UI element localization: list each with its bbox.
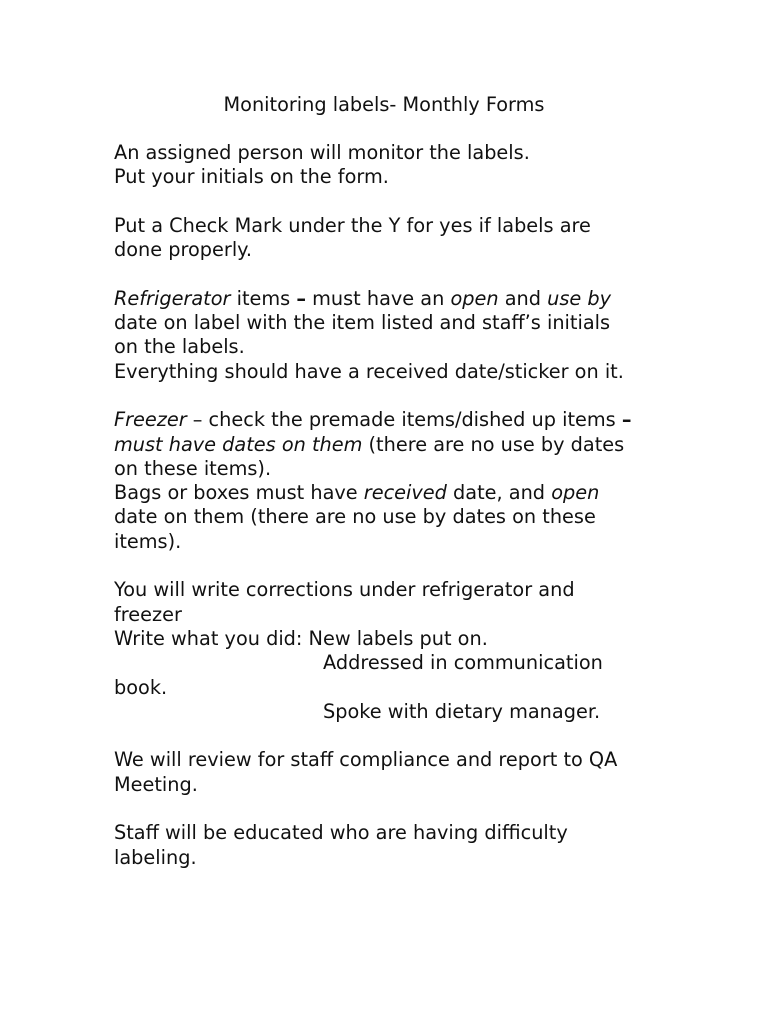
corrections-write-line [114,627,674,651]
document-body [114,141,674,870]
freezer-must-have-dates: must have dates on them [114,432,363,456]
freezer-line-2-rest: (there are no use by dates [362,432,625,456]
refrigerator-use-by: use by [547,286,612,310]
freezer-open: open [551,481,600,505]
check-mark-paragraph [114,214,674,263]
corrections-option-2: Addressed in communication [323,651,603,675]
refrigerator-term: Refrigerator [114,286,231,310]
freezer-line-5: date on them (there are no use by dates on these [114,505,596,529]
corrections-option-3: Spoke with dietary manager. [323,699,601,723]
freezer-line-2 [114,433,674,457]
intro-paragraph [114,141,674,190]
refrigerator-open: open [450,286,499,310]
freezer-bags-prefix: Bags or boxes must have [114,481,364,505]
refrigerator-and: and [498,286,548,310]
refrigerator-line-1 [114,287,674,311]
paragraph-spacer [114,262,674,286]
freezer-line-1 [114,408,674,432]
intro-line-2: Put your initials on the form. [114,165,389,189]
freezer-term: Freezer [114,408,187,432]
paragraph-spacer [114,797,674,821]
refrigerator-paragraph [114,287,674,384]
corrections-paragraph [114,578,674,724]
refrigerator-dash: – [296,286,306,310]
education-paragraph [114,821,674,870]
freezer-paragraph [114,408,674,554]
review-paragraph [114,748,674,797]
freezer-line-3: on these items). [114,456,272,480]
corrections-option-3-line [114,700,674,724]
freezer-received: received [363,481,447,505]
paragraph-spacer [114,554,674,578]
education-line-1: Staff will be educated who are having difficulty [114,821,568,845]
review-line-1: We will review for staff compliance and report to QA [114,748,618,772]
refrigerator-items-word: items [230,286,297,310]
check-mark-line-2: done properly. [114,238,252,262]
intro-line-1: An assigned person will monitor the labels. [114,141,530,164]
review-line-2: Meeting. [114,772,198,796]
corrections-option-1: New labels put on. [308,626,488,650]
refrigerator-must-have: must have an [305,286,451,310]
corrections-option-2-wrap: book. [114,675,168,699]
refrigerator-line-4: Everything should have a received date/sticker on it. [114,359,624,383]
paragraph-spacer [114,384,674,408]
corrections-line-2: freezer [114,602,182,626]
education-line-2: labeling. [114,845,197,869]
corrections-line-1: You will write corrections under refrigerator and [114,578,575,602]
freezer-line-1-rest: – check the premade items/dished up items [186,408,622,432]
refrigerator-line-2: date on label with the item listed and staff’s initials [114,311,611,335]
paragraph-spacer [114,724,674,748]
corrections-write-prefix: Write what you did: [114,626,309,650]
freezer-line-4 [114,481,674,505]
document-title: Monitoring labels- Monthly Forms [223,93,545,116]
corrections-option-2-line [114,651,674,675]
refrigerator-line-3: on the labels. [114,335,245,359]
freezer-line-6: items). [114,529,182,553]
check-mark-line-1: Put a Check Mark under the Y for yes if labels are [114,213,591,237]
freezer-bags-mid: date, and [446,481,552,505]
freezer-dash: – [621,408,632,432]
paragraph-spacer [114,190,674,214]
